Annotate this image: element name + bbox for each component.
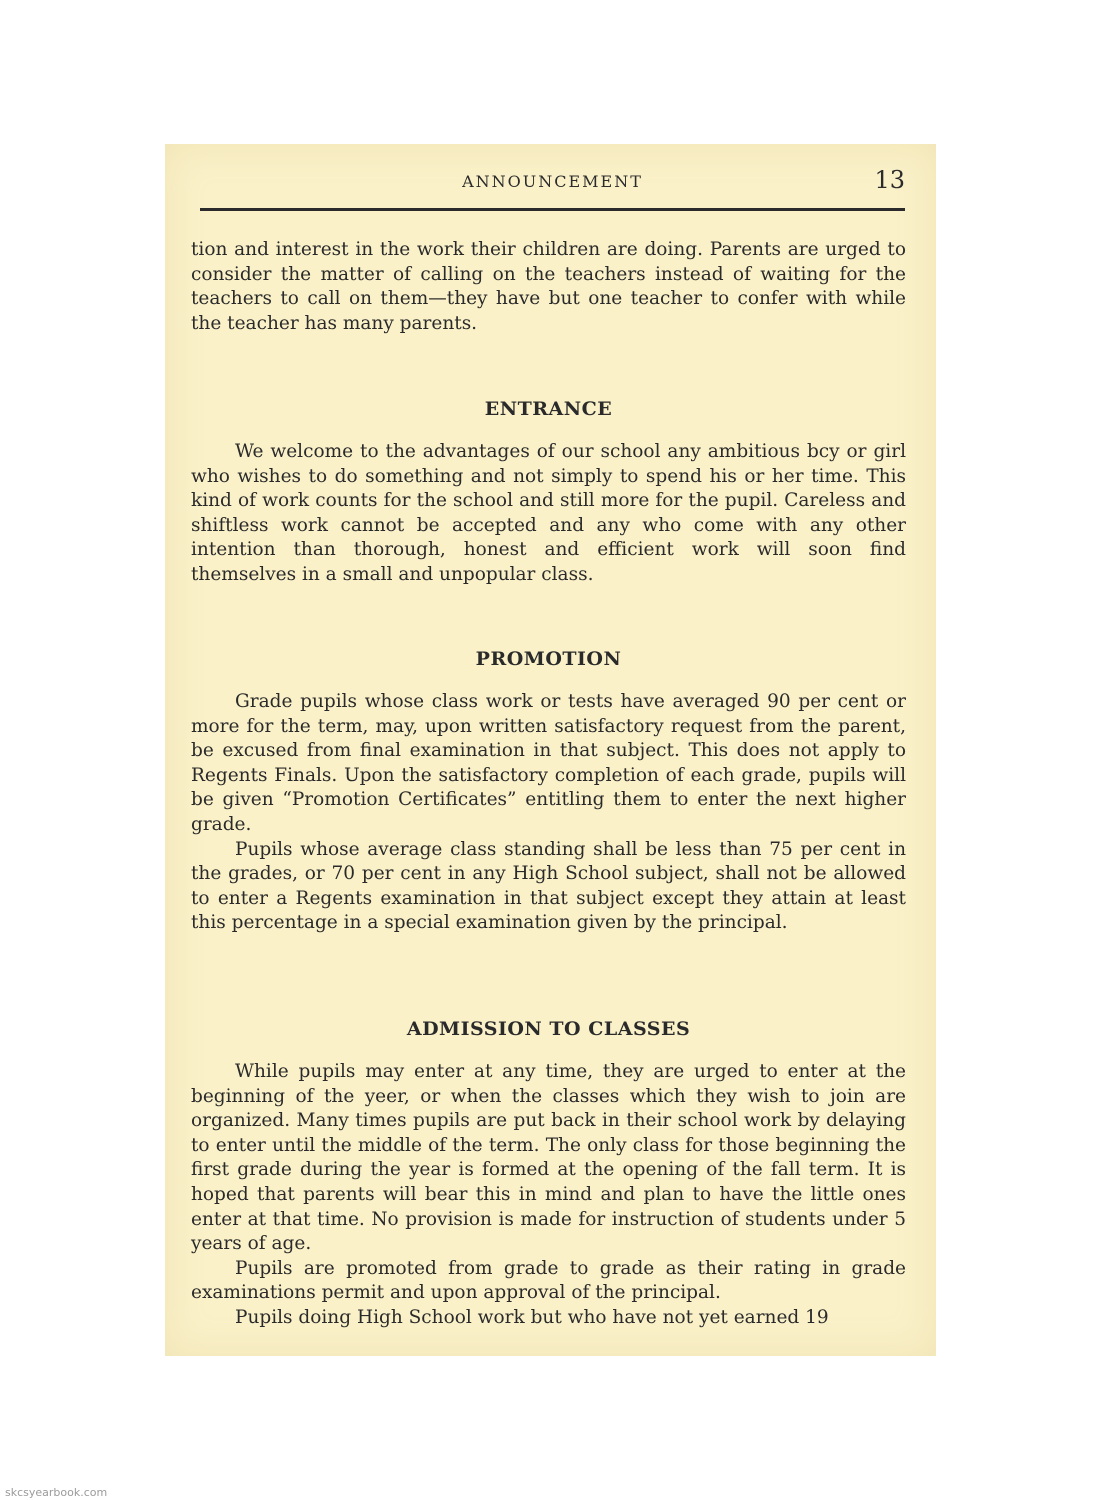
entrance-section: [191, 440, 906, 588]
entrance-heading: ENTRANCE: [484, 398, 613, 420]
promotion-heading: PROMOTION: [475, 648, 622, 670]
intro-section: [191, 238, 906, 336]
admission-paragraph-3: Pupils doing High School work but who have not yet earned 19: [235, 1306, 829, 1328]
page-number: 13: [874, 166, 905, 194]
admission-paragraph-1: While pupils may enter at any time, they are urged to enter at the beginning of the yeer, or when the classes which they wish to join are organized. Many times pupils are put back in their school work by delaying to enter until the middle of the term. The only class for those beginning the first grade during the year is formed at the opening of the fall term. It is hoped that parents will bear this in mind and plan to have the little ones enter at that time. No provision is made for instruction of students under 5 years of age.: [191, 1061, 906, 1255]
site-watermark: skcsyearbook.com: [5, 1486, 108, 1499]
promotion-paragraph-2: Pupils whose average class standing shall be less than 75 per cent in the grades, or 70 per cent in any High School subject, shall not be allowed to enter a Regents examination in that subject except they attain at least this percentage in a special examination given by the principal.: [191, 838, 906, 934]
admission-heading: ADMISSION TO CLASSES: [406, 1018, 691, 1040]
intro-paragraph: tion and interest in the work their children are doing. Parents are urged to consider the matter of calling on the teachers instead of waiting for the teachers to call on them—they have but one teacher to confer with while the teacher has many parents.: [191, 239, 906, 334]
entrance-paragraph: We welcome to the advantages of our school any ambitious bcy or girl who wishes to do something and not simply to spend his or her time. This kind of work counts for the school and still more for the pupil. Careless and shiftless work cannot be accepted and any who come with any other intention than thorough, honest and efficient work will soon find themselves in a small and unpopular class.: [191, 441, 906, 585]
promotion-paragraph-1: Grade pupils whose class work or tests have averaged 90 per cent or more for the term, may, upon written satisfactory request from the parent, be excused from final examination in that subject. This does not apply to Regents Finals. Upon the satisfactory completion of each grade, pupils will be given “Promotion Certificates” entitling them to enter the next higher grade.: [191, 691, 906, 835]
promotion-section: [191, 690, 906, 936]
book-page: [165, 144, 936, 1356]
admission-section: [191, 1060, 906, 1331]
admission-paragraph-2: Pupils are promoted from grade to grade as their rating in grade examinations permit and upon approval of the principal.: [191, 1257, 906, 1304]
running-head: ANNOUNCEMENT: [462, 172, 643, 191]
page-header: [200, 168, 905, 211]
